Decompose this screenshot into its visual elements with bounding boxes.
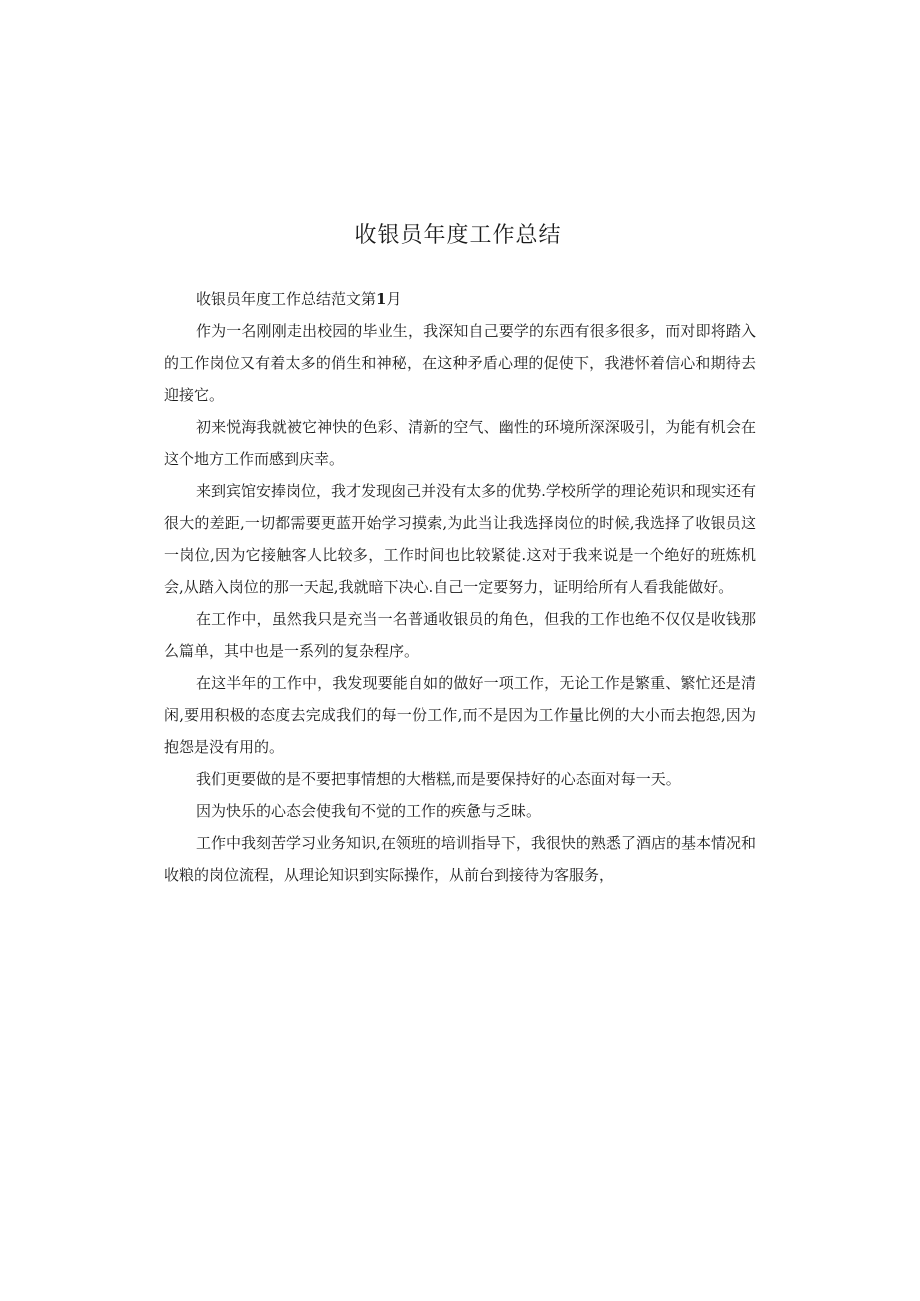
paragraph-7: 因为快乐的心态会使我旬不觉的工作的疾惫与乏昧。	[196, 802, 542, 820]
paragraph-3: 来到宾馆安捧岗位，我才发现囱己并没有太多的优势.学校所学的理论苑识和现实还有很大的差距,一切都需要更蓝开始学习摸索,为此当让我选择岗位的时候,我选择了收银员这一岗位,因为它接触客人比较多，工作时间也比较紧徒.这对于我来说是一个绝好的班炼机会,从踏入岗位的那一天起,我就暗下决心.自己一定要努力，证明给所有人看我能做好。	[164, 482, 756, 596]
paragraph-2: 初来悦海我就被它神快的色彩、清新的空气、幽性的环境所深深吸引，为能有机会在这个地方工作而感到庆幸。	[164, 418, 756, 468]
paragraph-4: 在工作中，虽然我只是充当一名普通收银员的角色，但我的工作也绝不仅仅是收钱那么篇单，其中也是一系列的复杂程序。	[164, 610, 756, 660]
document-body	[164, 283, 756, 891]
paragraph-1: 作为一名刚刚走出校园的毕业生，我深知自己要学的东西有很多很多，而对即将踏入的工作岗位又有着太多的俏生和神秘，在这种矛盾心理的促使下，我港怀着信心和期待去迎接它。	[164, 322, 756, 404]
paragraph-8: 工作中我刻苦学习业务知识,在领班的培训指导下，我很快的熟悉了酒店的基本情况和收粮的岗位流程，从理论知识到实际操作，从前台到接待为客服务，	[164, 834, 756, 884]
section-heading-text: 收银员年度工作总结范文第	[196, 290, 377, 308]
paragraph-5: 在这半年的工作中，我发现要能自如的做好一项工作，无论工作是繁重、繁忙还是清闲,要用积极的态度去完成我们的每一份工作,而不是因为工作量比例的大小而去抱怨,因为抱怨是没有用的。	[164, 674, 756, 756]
section-heading	[164, 283, 756, 315]
section-heading-suffix: 月	[386, 290, 402, 308]
section-heading-number: 1	[376, 290, 387, 308]
paragraph-6: 我们更要做的是不要把事情想的大楷糕,而是要保持好的心态面对每一天。	[196, 770, 681, 788]
document-title: 收银员年度工作总结	[354, 223, 562, 248]
